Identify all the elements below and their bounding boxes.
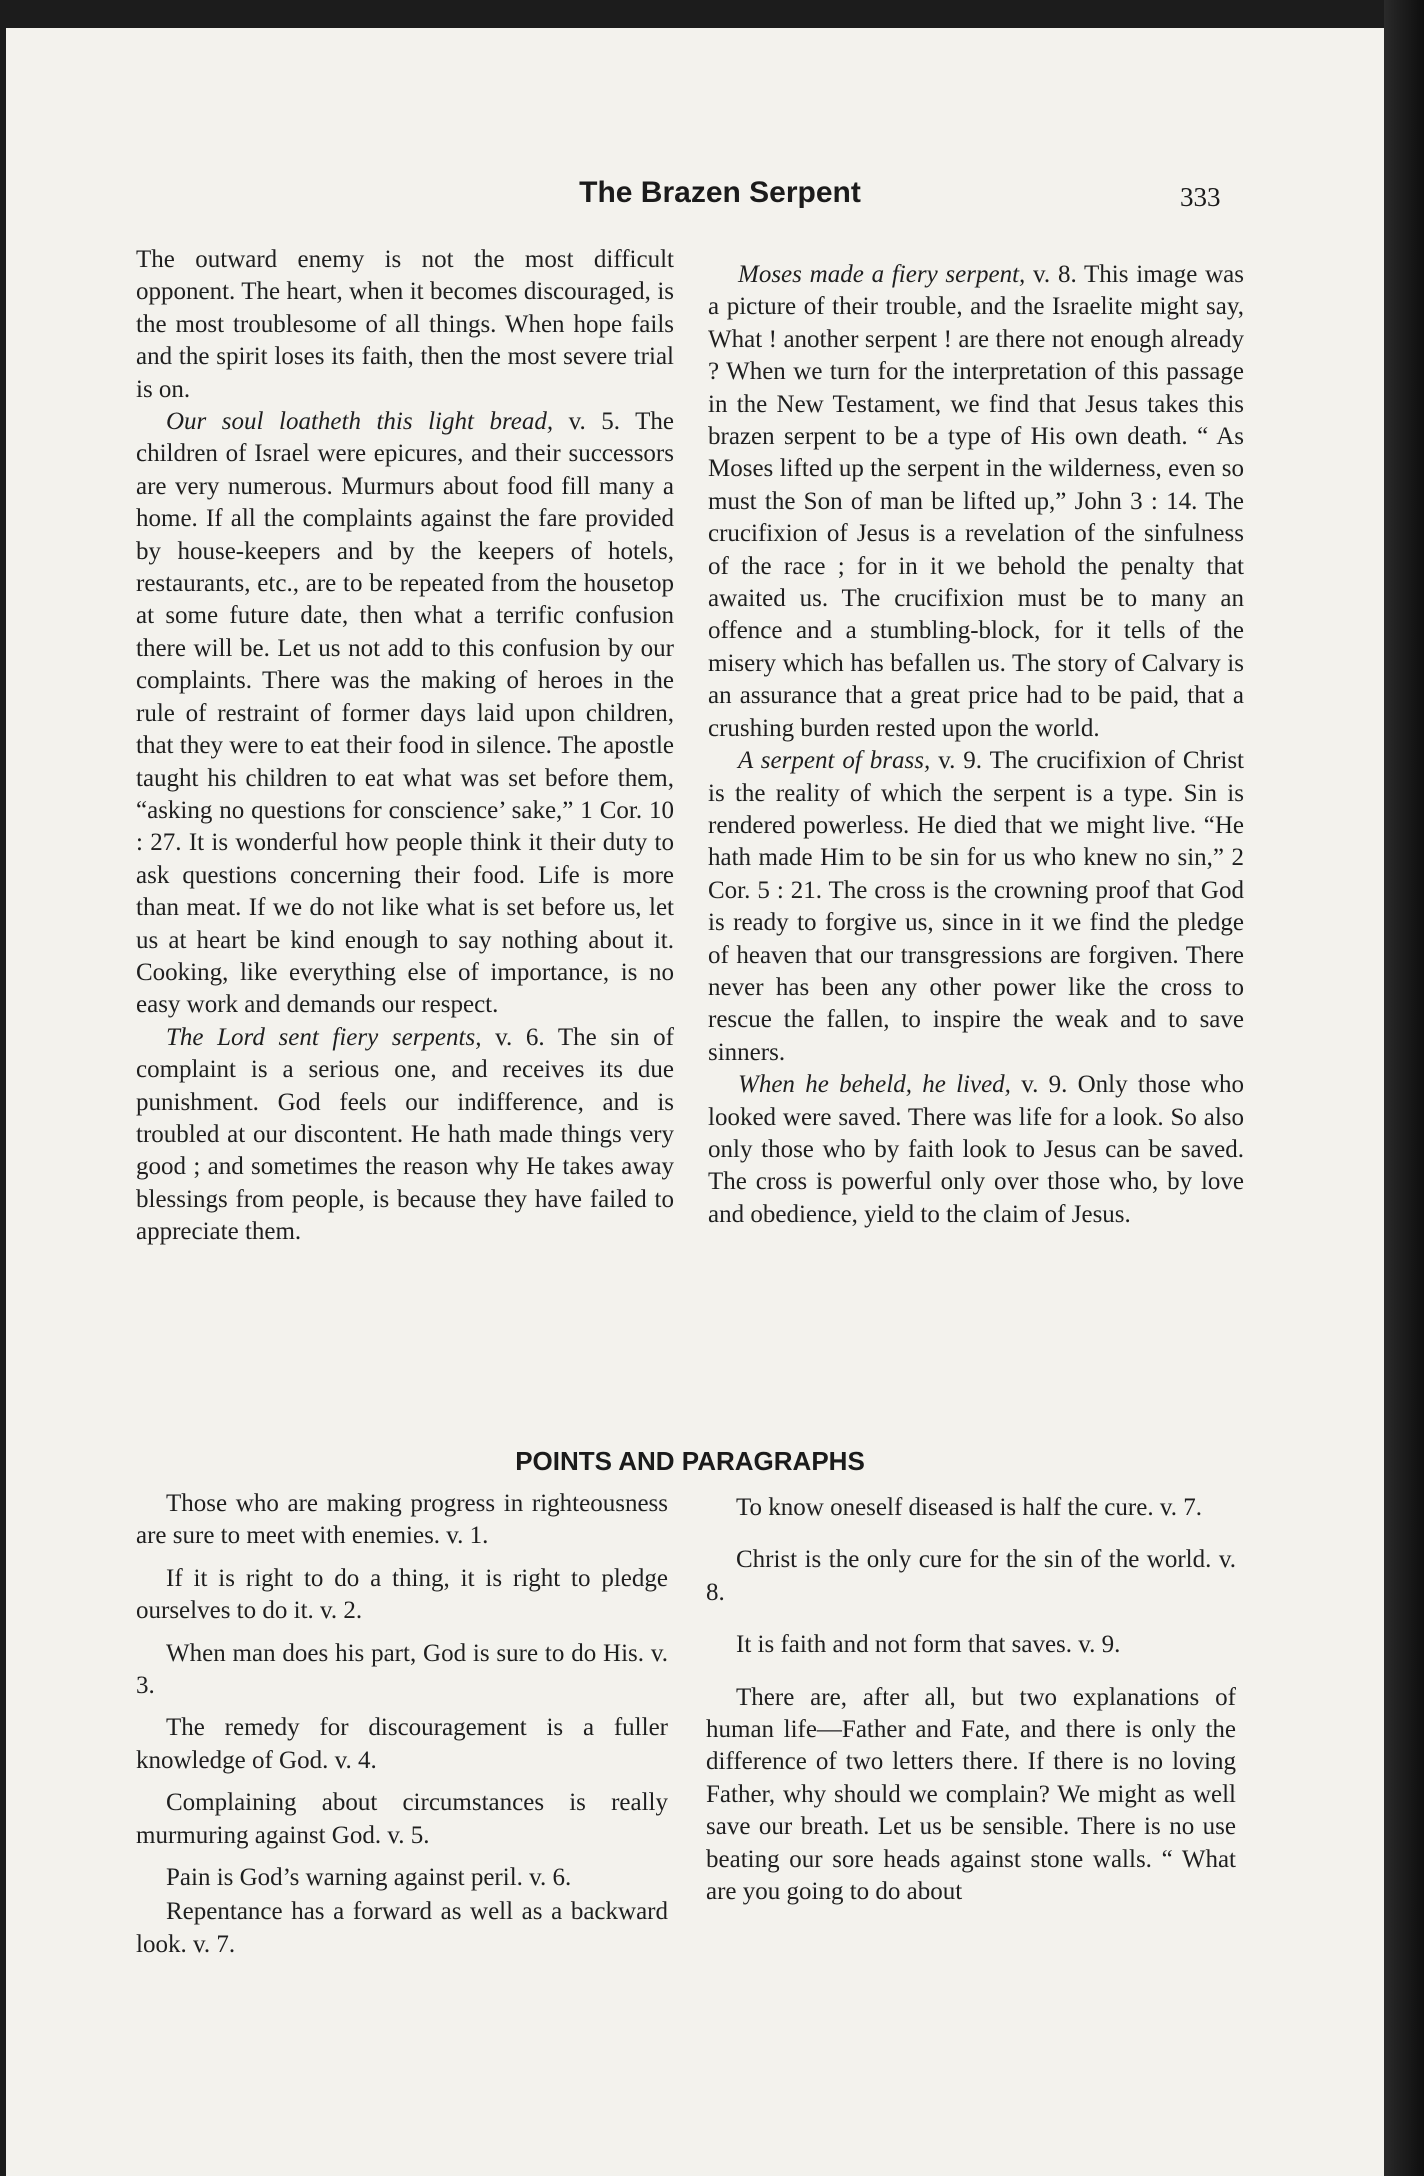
point-item: Pain is God’s warning against peril. v. 6.	[166, 1864, 572, 1892]
left-paragraph-1: The outward enemy is not the most difficult opponent. The heart, when it becomes discouraged, is the most troublesome of all things. When hope fails and the spirit loses its faith, then the most severe trial is on.	[136, 246, 674, 403]
points-right-column	[706, 1492, 1236, 1918]
left-paragraph-3-body: v. 6. The sin of complaint is a serious one, and receives its due punishment. God feels our indifference, and is troubled at our discontent. He hath made things very good ; and sometimes the reason why He takes away blessings from people, is because they have failed to appreciate them.	[136, 1023, 674, 1246]
section-heading: POINTS AND PARAGRAPHS	[515, 1446, 865, 1476]
right-column	[708, 259, 1244, 1231]
left-column	[136, 244, 674, 1249]
left-paragraph-3-lead: The Lord sent fiery serpents,	[166, 1023, 482, 1051]
point-item: To know oneself diseased is half the cure. v. 7.	[736, 1494, 1202, 1521]
book-spine	[1384, 0, 1424, 2176]
right-paragraph-1	[708, 259, 1244, 745]
right-paragraph-2-body: v. 9. The crucifixion of Christ is the reality of which the serpent is a type. Sin is rendered powerless. He died that we might live. “He hath made Him to be sin for us who knew no sin,” 2 Cor. 5 : 21. The cross is the crowning proof that God is ready to forgive us, since in it we find the pledge of heaven that our transgressions are forgiven. There never has been any other power like the cross to rescue the fallen, to inspire the weak and to save sinners.	[708, 747, 1244, 1066]
left-paragraph-2-body: v. 5. The children of Israel were epicures, and their successors are very numerous. Murmurs about food fill many a home. If all the complaints against the fare provided by house-keepers and by the keepers of hotels, restaurants, etc., are to be repeated from the housetop at some future date, then what a terrific confusion there will be. Let us not add to this confusion by our complaints. There was the making of heroes in the rule of restraint of former days laid upon children, that they were to eat their food in silence. The apostle taught his children to eat what was set before them, “asking no questions for conscience’ sake,” 1 Cor. 10 : 27. It is wonderful how people think it their duty to ask questions concerning their food. Life is more than meat. If we do not like what is set before us, let us at heart be kind enough to say nothing about it. Cooking, like everything else of importance, is no easy work and demands our respect.	[136, 408, 674, 1019]
points-left-column	[136, 1488, 668, 1971]
point-item: Complaining about circumstances is really murmuring against God. v. 5.	[136, 1789, 668, 1849]
point-item: The remedy for discouragement is a fuller knowledge of God. v. 4.	[136, 1714, 668, 1774]
point-item: Repentance has a forward as well as a backward look. v. 7.	[136, 1898, 668, 1958]
point-item: If it is right to do a thing, it is right to pledge ourselves to do it. v. 2.	[136, 1564, 668, 1625]
running-head-title: The Brazen Serpent	[579, 176, 861, 209]
left-paragraph-2	[136, 406, 674, 1022]
right-paragraph-3-body: v. 9. Only those who looked were saved. There was life for a look. So also only those who by faith look to Jesus can be saved. The cross is powerful only over those who, by love and obedience, yield to the claim of Jesus.	[708, 1071, 1245, 1228]
page-number: 333	[1180, 182, 1221, 212]
point-item: It is faith and not form that saves. v. 9.	[736, 1631, 1121, 1659]
right-paragraph-1-body: v. 8. This image was a picture of their trouble, and the Israelite might say, What ! another serpent ! are there not enough already ? When we turn for the interpretation of this passage in the New Testament, we find that Jesus takes this brazen serpent to be a type of His own death. “ As Moses lifted up the serpent in the wilderness, even so must the Son of man be lifted up,” John 3 : 14. The crucifixion of Jesus is a revelation of the sinfulness of the race ; for in it we behold the penalty that awaited us. The crucifixion must be to many an offence and a stumbling-block, for it tells of the misery which has befallen us. The story of Calvary is an assurance that a great price had to be paid, that a crushing burden rested upon the world.	[708, 261, 1244, 742]
left-paragraph-2-lead: Our soul loatheth this light bread,	[166, 408, 554, 436]
left-paragraph-3	[136, 1022, 674, 1249]
point-item: Christ is the only cure for the sin of the world. v. 8.	[706, 1546, 1236, 1606]
point-item: Those who are making progress in righteousness are sure to meet with enemies. v. 1.	[136, 1490, 668, 1550]
right-paragraph-1-lead: Moses made a fiery serpent,	[738, 261, 1026, 288]
point-item: When man does his part, God is sure to do His. v. 3.	[136, 1639, 668, 1700]
right-paragraph-3-lead: When he beheld, he lived,	[738, 1071, 1011, 1099]
right-paragraph-3	[708, 1069, 1244, 1231]
point-item: There are, after all, but two explanations of human life—Father and Fate, and there is only the difference of two letters there. If there is no loving Father, why should we complain? We might as well save our breath. Let us be sensible. There is no use beating our sore heads against stone walls. “ What are you going to do about	[706, 1683, 1236, 1906]
right-paragraph-2-lead: A serpent of brass,	[738, 747, 931, 775]
right-paragraph-2	[708, 745, 1244, 1069]
